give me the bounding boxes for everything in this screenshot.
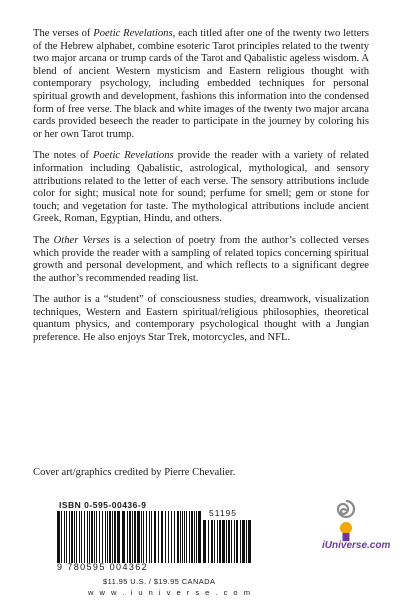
barcode-bar	[196, 511, 197, 563]
barcode-bar	[231, 520, 232, 563]
barcode-bar	[91, 511, 93, 563]
barcode-bar	[211, 520, 213, 563]
barcode-bar	[158, 511, 159, 563]
barcode-bar	[198, 511, 201, 563]
barcode-bar	[180, 511, 181, 563]
barcode-bar	[236, 520, 238, 563]
barcode-bar	[57, 511, 60, 563]
price: $11.95 U.S. / $19.95 CANADA	[103, 577, 216, 586]
barcode-bar	[64, 511, 65, 563]
barcode-bar	[246, 520, 247, 563]
barcode-bar	[171, 511, 172, 563]
barcode-bar	[242, 520, 245, 563]
paragraph-4	[33, 294, 369, 344]
text-run: The	[33, 234, 54, 246]
barcode-bar	[168, 511, 169, 563]
addon-bars	[203, 520, 251, 563]
text-run: is a selection of poetry from the author’s collected verses which provide the reader with a sampling of related topics concerning spiritual growth and personal development, and which reflects to a significant degree the author’s recommended reading list.	[33, 234, 369, 284]
barcode-bar	[186, 511, 187, 563]
iuniverse-logo-text: iUniverse.com	[322, 540, 391, 551]
barcode-bar	[66, 511, 67, 563]
barcode-bar	[222, 520, 225, 563]
barcode-bar	[184, 511, 185, 563]
barcode-bar	[174, 511, 175, 563]
iuniverse-logo-icon	[326, 497, 366, 541]
barcode-bar	[89, 511, 90, 563]
barcode-bar	[96, 511, 97, 563]
barcode-bar	[194, 511, 195, 563]
barcode-bar	[240, 520, 241, 563]
italic-title: Other Verses	[53, 234, 110, 246]
barcode-bar	[228, 520, 230, 563]
barcode-bar	[217, 520, 218, 563]
text-run: , each titled after one of the twenty two letters of the Hebrew alphabet, combine esoteric Tarot principles related to the twenty two major arcana or trump cards of the Tarot and Qabalistic ageless wisdom. A blend of ancient Western mysticism and Eastern religious thought with contemporary psychology, including embedded techniques for personal spiritual growth and development, fashions this information into the condensed form of free verse. The black and white images of the twenty two major arcana cards provided beseech the reader to participate in the journey by coloring his or her own Tarot trump.	[33, 28, 369, 140]
ean-digits: 9 780595 004362	[57, 562, 149, 572]
barcode-bar	[146, 511, 147, 563]
barcode-bar	[71, 511, 73, 563]
barcode-bar	[81, 511, 82, 563]
paragraph-2	[33, 150, 369, 226]
barcode-bar	[61, 511, 62, 563]
barcode-bar	[234, 520, 235, 563]
text-run: provide the reader with a variety of related information including Qabalistic, astrological, mythological, and sensory attributions related to the letter of each verse. The sensory attributions include color for sight; musical note for sound; perfume for smell; gem or stone for touch; and vegetation for taste. The mythological attributions include ancient Greek, Roman, Egyptian, Hindu, and others.	[33, 150, 369, 225]
barcode-bar	[141, 511, 142, 563]
barcode-bar	[165, 511, 166, 563]
barcode-bar	[69, 511, 70, 563]
barcode-bar	[117, 511, 120, 563]
paragraph-3	[33, 235, 369, 285]
barcode-bar	[99, 511, 100, 563]
barcode-bar	[79, 511, 80, 563]
paragraph-1	[33, 28, 369, 141]
barcode-bar	[107, 511, 108, 563]
italic-title: Poetic Revelations	[93, 28, 173, 39]
barcode-bar	[219, 520, 221, 563]
barcode-bar	[114, 511, 116, 563]
barcode-bar	[132, 511, 133, 563]
barcode-bar	[248, 520, 251, 563]
cover-credit: Cover art/graphics credited by Pierre Chevalier.	[33, 467, 236, 478]
barcode	[57, 500, 253, 576]
barcode-bar	[143, 511, 144, 563]
barcode-bar	[189, 511, 190, 563]
italic-title: Poetic Revelations	[93, 150, 174, 162]
back-cover-text	[33, 28, 369, 354]
barcode-bar	[84, 511, 85, 563]
text-run: The author is a “student” of consciousness studies, dreamwork, visualization techniques, Western and Eastern spiritual/religious philosophies, theoretical quantum physics, and contemporary psychological thought with a Jungian preference. He also enjoys Star Trek, motorcycles, and NFL.	[33, 294, 369, 344]
barcode-bar	[134, 511, 136, 563]
barcode-bar	[109, 511, 111, 563]
barcode-bar	[127, 511, 128, 563]
barcode-bar	[74, 511, 75, 563]
barcode-bar	[226, 520, 227, 563]
barcode-bar	[137, 511, 140, 563]
barcode-bar	[203, 520, 206, 563]
barcode-bar	[177, 511, 179, 563]
addon-digits: 51195	[209, 508, 238, 518]
barcode-bars	[57, 511, 201, 563]
barcode-bar	[129, 511, 131, 563]
barcode-bar	[151, 511, 152, 563]
barcode-bar	[191, 511, 193, 563]
website-url: w w w . i u n i v e r s e . c o m	[88, 588, 252, 597]
barcode-bar	[102, 511, 103, 563]
barcode-bar	[87, 511, 88, 563]
barcode-bar	[182, 511, 183, 563]
barcode-bar	[208, 520, 209, 563]
barcode-bar	[94, 511, 95, 563]
text-run: The notes of	[33, 150, 94, 162]
barcode-bar	[76, 511, 77, 563]
barcode-bar	[149, 511, 150, 563]
barcode-bar	[112, 511, 113, 563]
text-run: The verses of	[33, 28, 94, 39]
barcode-bar	[161, 511, 163, 563]
barcode-bar	[105, 511, 106, 563]
barcode-bar	[214, 520, 215, 563]
barcode-bar	[122, 511, 125, 563]
barcode-bar	[154, 511, 156, 563]
isbn-label: ISBN 0-595-00436-9	[59, 500, 147, 510]
